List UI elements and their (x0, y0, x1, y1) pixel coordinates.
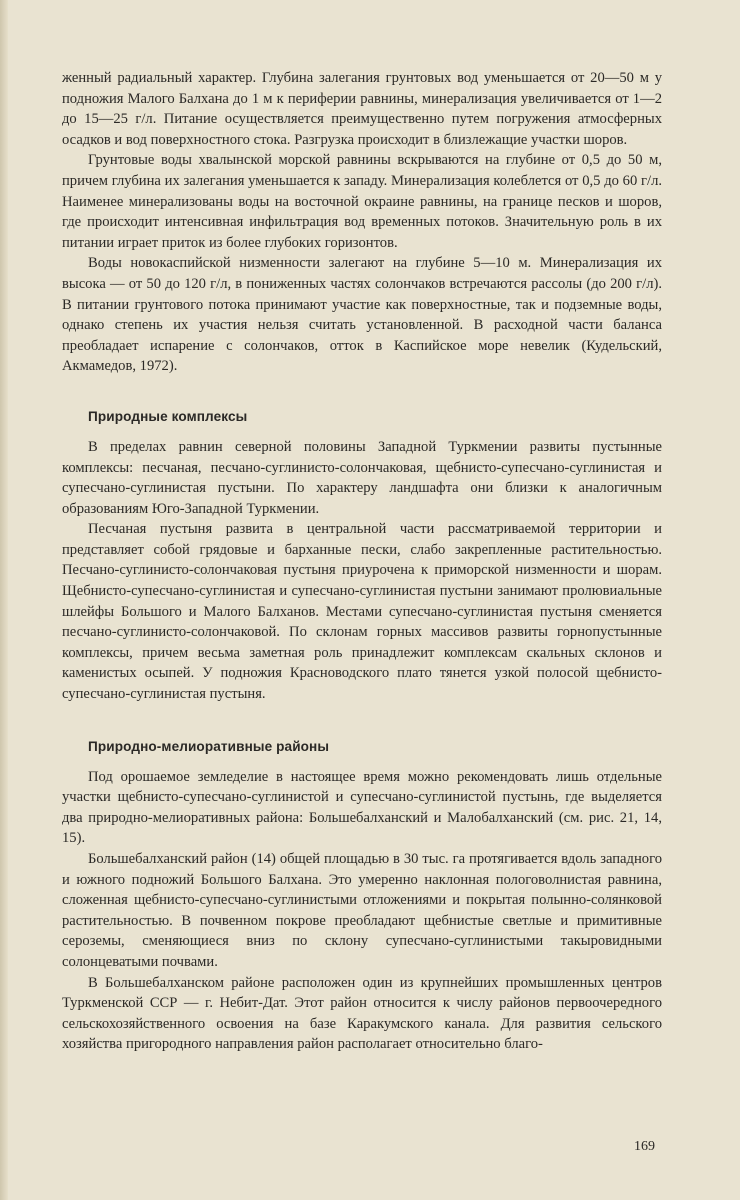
paragraph: женный радиальный характер. Глубина залегания грунтовых вод уменьшается от 20—50 м у подножия Малого Балхана до 1 м к периферии равнины, минерализация увеличивается от 1—2 до 15—25 г/л. Питание осуществляется преимущественно путем погружения атмосферных осадков и вод поверхностного стока. Разгрузка происходит в близлежащие участки шоров. (62, 70, 662, 148)
paragraph: Песчаная пустыня развита в центральной части рассматриваемой территории и представляет собой грядовые и барханные пески, слабо закрепленные растительностью. Песчано-суглинисто-солончаковая пустыня приурочена к приморской низменности и шорам. Щебнисто-супесчано-суглинистая и супесчано-суглинистая пустыни занимают пролювиальные шлейфы Большого и Малого Балханов. Местами супесчано-суглинистая пустыня сменяется песчано-суглинисто-солончаковой. По склонам горных массивов развиты горнопустынные комплексы, причем весьма заметная роль принадлежит комплексам скальных склонов и каменистых осыпей. У подножия Красноводского плато тянется узкой полосой щебнисто-супесчано-суглинистая пустыня. (62, 521, 662, 703)
paragraph: Грунтовые воды хвалынской морской равнины вскрываются на глубине от 0,5 до 50 м, причем глубина их залегания уменьшается к западу. Минерализация колеблется от 0,5 до 60 г/л. Наименее минерализованы воды на восточной окраине равнины, на границе песков и шоров, где происходит интенсивная инфильтрация вод временных потоков. Значительную роль в их питании играет приток из более глубоких горизонтов. (62, 152, 662, 251)
paragraph: Под орошаемое земледелие в настоящее время можно рекомендовать лишь отдельные участки щебнисто-супесчано-суглинистой и супесчано-суглинистой пустынь, где выделяется два природно-мелиоративных района: Большебалханский и Малобалханский (см. рис. 21, 14, 15). (62, 768, 662, 847)
paragraph: Воды новокаспийской низменности залегают на глубине 5—10 м. Минерализация их высока — от 50 до 120 г/л, в пониженных частях солончаков встречаются рассолы (до 200 г/л). В питании грунтового потока принимают участие как поверхностные, так и подземные воды, однако степень их участия нельзя считать установленной. В расходной части баланса преобладает испарение с солончаков, отток в Каспийское море невелик (Кудельский, Акмамедов, 1972). (62, 255, 662, 375)
section-heading-natural-complexes: Природные комплексы (88, 408, 248, 424)
paragraph: В пределах равнин северной половины Западной Туркмении развиты пустынные комплексы: песчаная, песчано-суглинисто-солончаковая, щебнисто-супесчано-суглинистая и супесчано-суглинистая пустыни. По характеру ландшафта они близки к аналогичным образованиям Юго-Западной Туркмении. (62, 438, 662, 517)
section-heading-reclamation-regions: Природно-мелиоративные районы (88, 738, 330, 754)
page-number: 169 (634, 1139, 655, 1154)
paragraph: В Большебалханском районе расположен один из крупнейших промышленных центров Туркменской ССР — г. Небит-Дат. Этот район относится к числу районов первоочередного сельскохозяйственного освоения на базе Каракумского канала. Для развития сельского хозяйства пригородного направления район располагает относительно благо- (62, 974, 662, 1053)
page-body (62, 68, 662, 1055)
paragraph: Большебалханский район (14) общей площадью в 30 тыс. га протягивается вдоль западного и южного подножий Большого Балхана. Это умеренно наклонная пологоволнистая равнина, сложенная щебнисто-супесчано-суглинистыми отложениями и покрытая полынно-солянковой растительностью. В почвенном покрове преобладают щебнистые светлые и примитивные сероземы, сменяющиеся вниз по склону супесчано-суглинистыми такыровидными солонцеватыми почвами. (62, 851, 662, 970)
page-binding-edge (0, 0, 8, 1200)
